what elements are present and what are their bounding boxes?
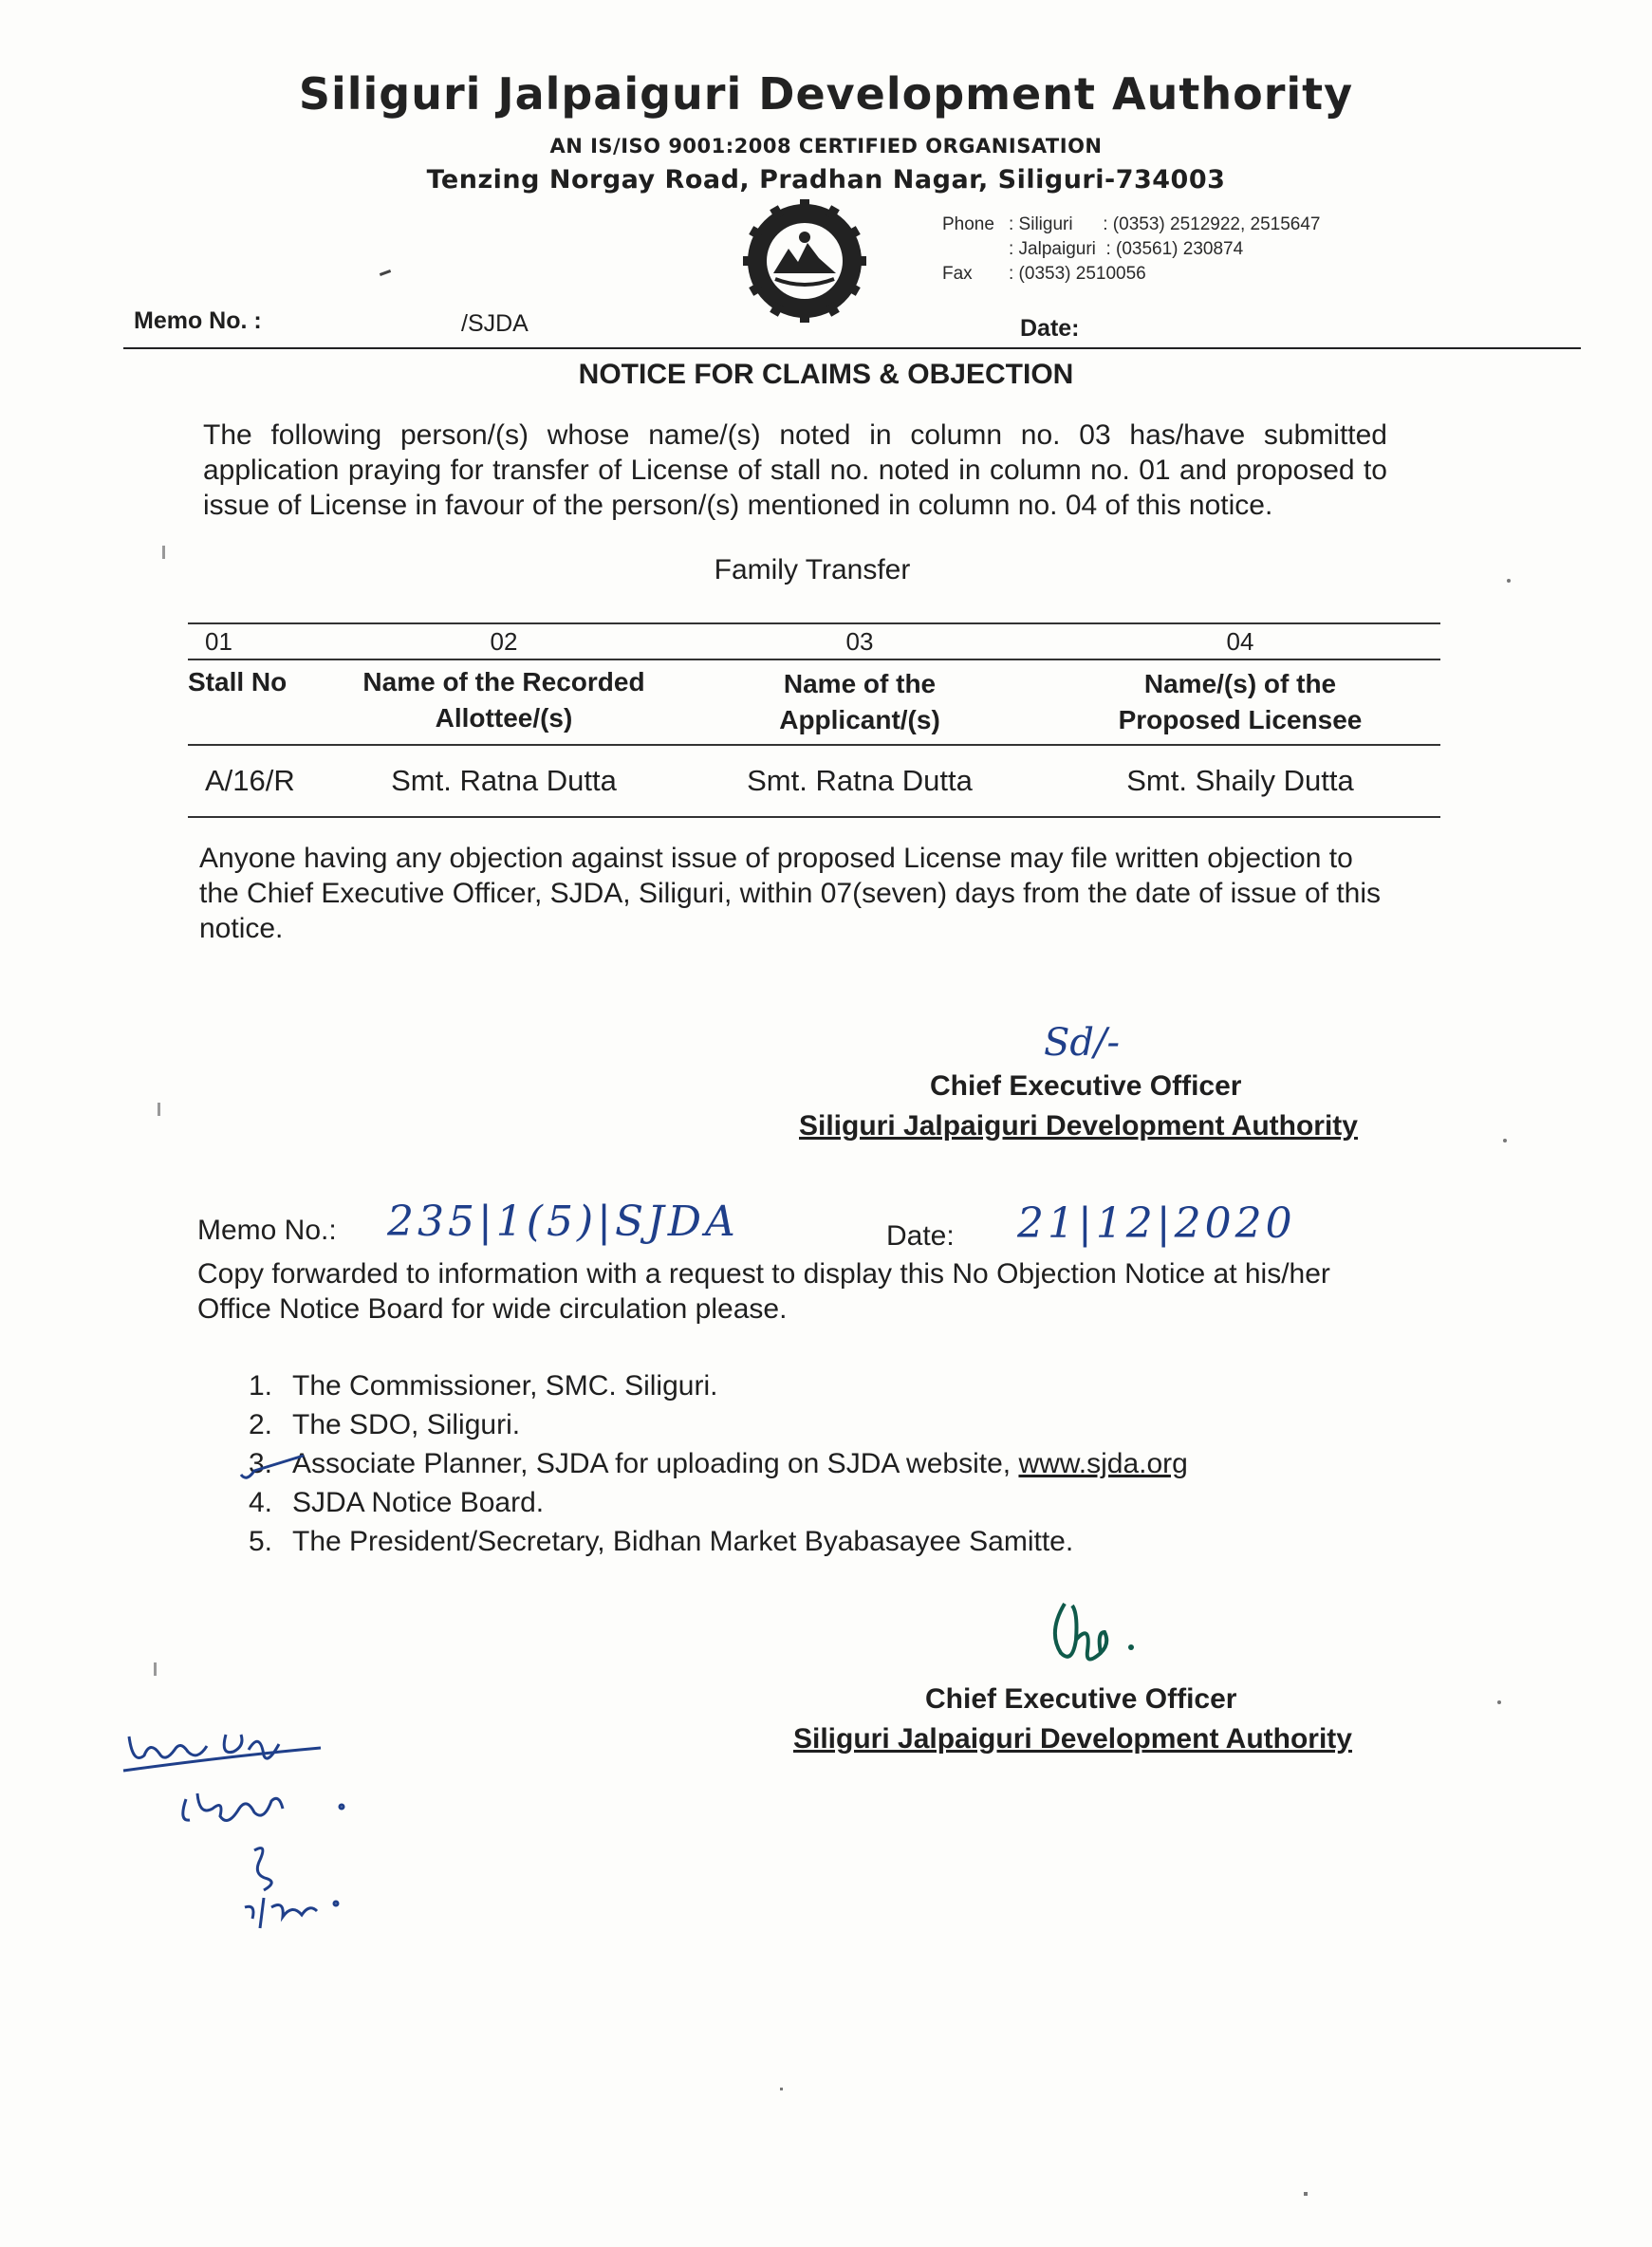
scan-speck <box>380 269 391 276</box>
address-line: Tenzing Norgay Road, Pradhan Nagar, Siliguri-734003 <box>426 165 1226 195</box>
organisation-title: Siliguri Jalpaiguri Development Authority <box>298 68 1354 120</box>
scan-speck <box>158 1103 160 1116</box>
signatory-title: Chief Executive Officer <box>930 1070 1242 1102</box>
signature-mark: Sd/- <box>1044 1021 1120 1065</box>
signatory-title-2: Chief Executive Officer <box>925 1683 1237 1715</box>
date-label: Date: <box>1020 315 1080 342</box>
list-item: 4. SJDA Notice Board. <box>249 1487 545 1518</box>
memo-label: Memo No. : <box>134 307 262 334</box>
table-header: Name/(s) of the Proposed Licensee <box>1040 659 1440 745</box>
list-item: 3. Associate Planner, SJDA for uploading on SJDA website, www.sjda.org <box>249 1448 1188 1479</box>
sjda-emblem-icon <box>743 199 866 323</box>
transfer-category: Family Transfer <box>714 554 911 585</box>
phone-label: Phone <box>942 214 994 234</box>
fax-label: Fax <box>942 264 973 284</box>
table-cell: A/16/R <box>188 745 328 817</box>
memo-suffix: /SJDA <box>461 310 529 337</box>
scan-speck <box>780 2088 783 2090</box>
scan-speck <box>1507 579 1511 583</box>
signatory-org: Siliguri Jalpaiguri Development Authority <box>799 1110 1358 1142</box>
header-rule <box>123 347 1581 349</box>
scan-speck <box>1304 2192 1308 2196</box>
recipient-list <box>249 1366 1482 1561</box>
sjda-website-link[interactable]: www.sjda.org <box>1018 1448 1188 1479</box>
handwritten-signature-icon <box>1044 1594 1148 1680</box>
column-number: 01 <box>188 623 328 659</box>
column-number: 04 <box>1040 623 1440 659</box>
memo-number-handwritten: 235|1(5)|SJDA <box>387 1198 739 1246</box>
column-number: 03 <box>679 623 1040 659</box>
notice-table <box>188 622 1440 818</box>
column-number: 02 <box>328 623 679 659</box>
scan-speck <box>1503 1139 1507 1142</box>
scan-speck <box>162 546 165 559</box>
notice-intro: The following person/(s) whose name/(s) noted in column no. 03 has/have submitted application praying for transfer of License of stall no. noted in column no. 01 and proposed to issue of License in favour of the person/(s) mentioned in column no. 04 of this notice. <box>203 419 1387 521</box>
table-header: Name of the Applicant/(s) <box>679 659 1040 745</box>
contact-block <box>942 213 1321 287</box>
table-row <box>188 745 1440 817</box>
memo-footer-date-label: Date: <box>886 1220 955 1252</box>
table-cell: Smt. Ratna Dutta <box>679 745 1040 817</box>
list-item: 5. The President/Secretary, Bidhan Market Byabasayee Samitte. <box>249 1526 1074 1557</box>
table-header: Name of the Recorded Allottee/(s) <box>328 659 679 745</box>
forward-text: Copy forwarded to information with a request to display this No Objection Notice at his/her Office Notice Board for wide circulation please. <box>197 1258 1330 1325</box>
notice-title: NOTICE FOR CLAIMS & OBJECTION <box>578 359 1074 390</box>
handwritten-margin-note-icon <box>121 1718 425 1945</box>
signatory-org-2: Siliguri Jalpaiguri Development Authority <box>793 1723 1352 1755</box>
objection-text: Anyone having any objection against issue of proposed License may file written objection to the Chief Executive Officer, SJDA, Siliguri, within 07(seven) days from the date of issue of this notice. <box>199 843 1382 944</box>
list-item: 2. The SDO, Siliguri. <box>249 1409 521 1440</box>
table-cell: Smt. Shaily Dutta <box>1040 745 1440 817</box>
scan-speck <box>154 1662 157 1676</box>
table-cell: Smt. Ratna Dutta <box>328 745 679 817</box>
date-handwritten: 21|12|2020 <box>1017 1199 1296 1248</box>
table-header: Stall No <box>188 659 328 745</box>
phone-jalpaiguri: : Jalpaiguri : (03561) 230874 <box>1009 239 1244 259</box>
phone-siliguri: : Siliguri : (0353) 2512922, 2515647 <box>1009 214 1321 234</box>
tick-mark-icon <box>237 1450 323 1484</box>
list-item: 1. The Commissioner, SMC. Siliguri. <box>249 1370 718 1402</box>
memo-footer-label: Memo No.: <box>197 1215 337 1246</box>
scan-speck <box>1497 1700 1501 1704</box>
certification-line: AN IS/ISO 9001:2008 CERTIFIED ORGANISATION <box>549 135 1103 158</box>
column-number-row <box>188 623 1440 659</box>
fax-number: : (0353) 2510056 <box>1009 264 1146 284</box>
table-header-row <box>188 659 1440 745</box>
